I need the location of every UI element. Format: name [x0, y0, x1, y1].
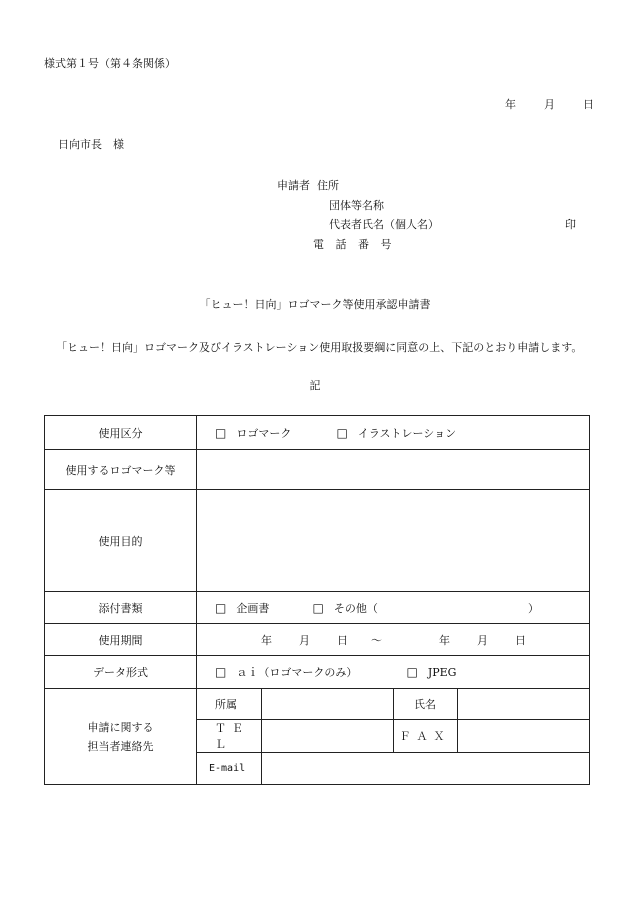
contact-subtable — [197, 689, 589, 784]
logo-used-label: 使用するロゴマーク等 — [45, 450, 197, 490]
period-label: 使用期間 — [45, 624, 197, 656]
affiliation-label: 所属 — [197, 689, 261, 719]
date-year: 年 — [505, 98, 516, 111]
checkbox-icon: □ — [406, 665, 418, 679]
email-label: E-mail — [197, 752, 261, 784]
applicant-block — [277, 176, 576, 254]
email-field[interactable] — [261, 752, 589, 784]
row-purpose — [45, 490, 590, 592]
logo-used-field[interactable] — [197, 450, 590, 490]
form-number: 様式第１号（第４条関係） — [44, 57, 176, 70]
tilde-separator: ～ — [371, 633, 382, 647]
address-label: 住所 — [317, 179, 339, 192]
row-usage-category — [45, 416, 590, 450]
option-illustration[interactable]: □ イラストレーション — [336, 425, 457, 440]
tel-field[interactable] — [261, 719, 393, 752]
phone-label: 電 話 番 号 — [313, 237, 396, 251]
application-table — [44, 415, 590, 785]
representative-row — [277, 215, 576, 235]
affiliation-field[interactable] — [261, 689, 393, 719]
purpose-label: 使用目的 — [45, 490, 197, 592]
purpose-field[interactable] — [197, 490, 590, 592]
period-field[interactable]: 年 月 日 ～ 年 月 日 — [197, 624, 590, 656]
option-plan-document[interactable]: □ 企画書 — [215, 600, 270, 615]
addressee: 日向市長 様 — [58, 138, 124, 151]
checkbox-icon: □ — [215, 600, 227, 615]
checkbox-icon: □ — [215, 425, 227, 440]
checkbox-icon: □ — [312, 600, 324, 615]
document-title: 「ヒュー！日向」ロゴマーク等使用承認申請書 — [199, 298, 431, 311]
option-other[interactable]: □ その他（ — [312, 600, 378, 615]
date-day: 日 — [583, 98, 594, 111]
name-label: 氏名 — [393, 689, 457, 719]
option-ai-format[interactable]: □ ａｉ（ロゴマークのみ） — [215, 665, 358, 679]
option-logo-mark[interactable]: □ ロゴマーク — [215, 425, 292, 440]
row-period — [45, 624, 590, 656]
applicant-label: 申請者 — [277, 179, 310, 192]
seal-mark: 印 — [565, 218, 576, 231]
body-text: 「ヒュー！日向」ロゴマーク及びイラストレーション使用取扱要綱に同意の上、下記のとおり申請します。 — [56, 341, 583, 354]
fax-field[interactable] — [457, 719, 589, 752]
attachments-label: 添付書類 — [45, 592, 197, 624]
row-logo-used — [45, 450, 590, 490]
ki-marker: 記 — [309, 379, 321, 392]
fax-label: ＦＡＸ — [393, 719, 457, 752]
row-contact — [45, 689, 590, 785]
tel-label: ＴＥＬ — [197, 719, 261, 752]
row-attachments — [45, 592, 590, 624]
name-field[interactable] — [457, 689, 589, 719]
option-jpeg-format[interactable]: □ JPEG — [406, 665, 457, 679]
usage-category-label: 使用区分 — [45, 416, 197, 450]
contact-label: 申請に関する 担当者連絡先 — [45, 689, 197, 785]
group-name-label: 団体等名称 — [329, 198, 384, 212]
date-month: 月 — [544, 98, 555, 111]
applicant-address-row — [277, 176, 439, 196]
checkbox-icon: □ — [336, 425, 348, 440]
data-format-label: データ形式 — [45, 656, 197, 689]
other-close-paren: ） — [528, 601, 539, 615]
row-data-format — [45, 656, 590, 689]
representative-label: 代表者氏名（個人名） — [329, 218, 439, 231]
checkbox-icon: □ — [215, 665, 227, 679]
date-line — [505, 96, 594, 112]
